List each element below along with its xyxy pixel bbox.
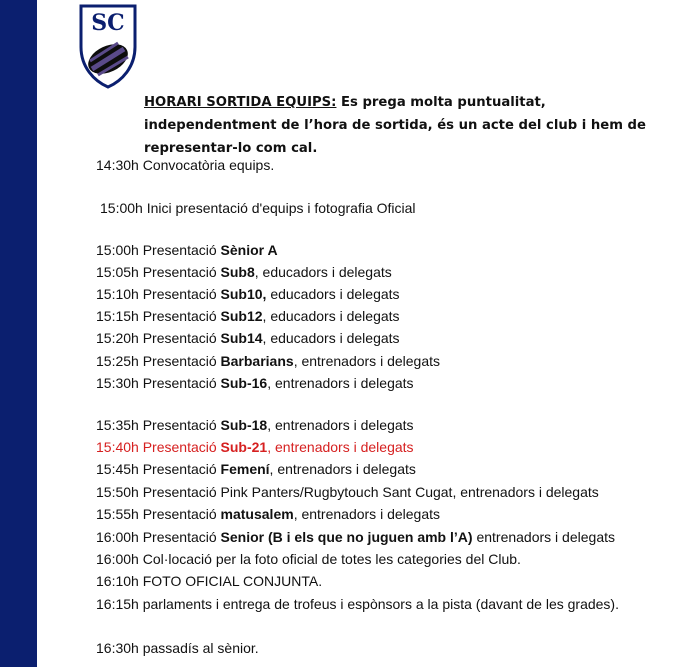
schedule-line: 15:20h Presentació Sub14, educadors i delegats [96,330,400,346]
sidebar-bar [0,0,37,667]
schedule-line: 15:30h Presentació Sub-16, entrenadors i delegats [96,375,414,391]
schedule-line: 15:50h Presentació Pink Panters/Rugbytouch Sant Cugat, entrenadors i delegats [96,484,599,500]
schedule-line: 16:30h passadís al sènior. [96,640,259,656]
logo-text: SC [91,10,125,36]
schedule-line: 15:05h Presentació Sub8, educadors i delegats [96,264,392,280]
schedule-line-highlighted: 15:40h Presentació Sub-21, entrenadors i delegats [96,439,414,455]
schedule-line: 16:00h Presentació Senior (B i els que no juguen amb l’A) entrenadors i delegats [96,529,615,545]
notice-paragraph [144,91,664,160]
schedule-line: 15:00h Inici presentació d'equips i fotografia Oficial [100,200,416,216]
schedule-line: 15:55h Presentació matusalem, entrenadors i delegats [96,506,441,522]
club-logo [78,3,138,89]
schedule-line: 15:15h Presentació Sub12, educadors i delegats [96,308,400,324]
schedule-line: 14:30h Convocatòria equips. [96,157,275,173]
schedule-line: 16:00h Col·locació per la foto oficial de totes les categories del Club. [96,551,521,567]
schedule-line: 15:35h Presentació Sub-18, entrenadors i delegats [96,417,414,433]
schedule-line: 15:10h Presentació Sub10, educadors i delegats [96,286,400,302]
notice-lead: HORARI SORTIDA EQUIPS: [144,95,337,110]
notice-text: Es prega molta puntualitat, independentment de l’hora de sortida, és un acte del club i hem de representar-lo com cal. [144,95,646,156]
schedule-line: 15:25h Presentació Barbarians, entrenadors i delegats [96,353,441,369]
schedule-line: 15:45h Presentació Femení, entrenadors i delegats [96,461,416,477]
schedule-line: 16:10h FOTO OFICIAL CONJUNTA. [96,573,323,589]
schedule-line: 15:00h Presentació Sènior A [96,242,278,258]
schedule-line: 16:15h parlaments i entrega de trofeus i espònsors a la pista (davant de les grades). [96,596,619,612]
